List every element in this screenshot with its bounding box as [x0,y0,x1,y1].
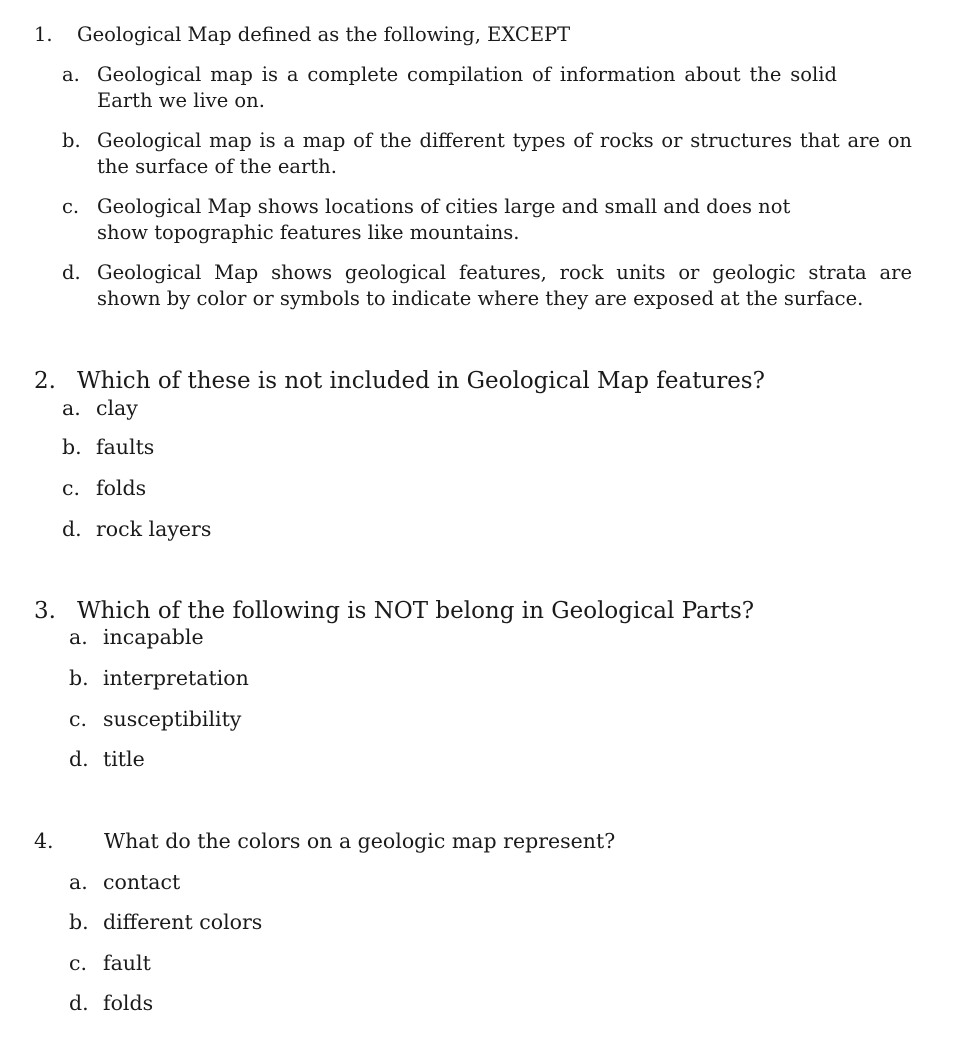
option-letter: c. [62,195,80,218]
option-letter: d. [69,747,89,771]
question-number: 4. [34,829,54,853]
option-letter: b. [62,129,81,152]
question-stem: What do the colors on a geologic map represent? [104,829,616,853]
option-letter: a. [62,396,81,420]
question-number: 1. [34,23,53,46]
option-letter: d. [62,517,82,541]
option-letter: c. [69,707,87,731]
option-letter: b. [69,910,89,934]
option-text: Geological map is a complete compilation of information about the solid Earth we live on. [97,63,837,112]
question-stem: Which of the following is NOT belong in Geological Parts? [77,598,755,624]
option-text: Geological Map shows geological features, rock units or geologic strata are shown by color or symbols to indicate where they are exposed at the surface. [97,261,912,310]
option-text: Geological Map shows locations of cities large and small and does not show topographic features like mountains. [97,195,791,244]
option-text: interpretation [103,666,249,690]
question-stem: Geological Map defined as the following, EXCEPT [77,23,571,46]
question-number: 3. [34,598,56,624]
option-text: different colors [103,910,263,934]
option-letter: b. [62,435,82,459]
option-text: contact [103,870,181,894]
option-text: title [103,747,145,771]
option-text: rock layers [96,517,212,541]
option-letter: b. [69,666,89,690]
option-text: Geological map is a map of the different types of rocks or structures that are on the surface of the earth. [97,129,912,178]
option-text: fault [103,951,151,975]
option-text: incapable [103,625,204,649]
option-letter: a. [62,63,80,86]
option-letter: a. [69,870,88,894]
question-number: 2. [34,368,56,394]
option-text: clay [96,396,138,420]
option-letter: d. [69,991,89,1015]
option-text: folds [103,991,154,1015]
question-stem: Which of these is not included in Geological Map features? [77,368,765,394]
option-letter: c. [69,951,87,975]
option-letter: a. [69,625,88,649]
option-text: faults [96,435,155,459]
option-text: susceptibility [103,707,242,731]
option-text: folds [96,476,147,500]
option-letter: d. [62,261,81,284]
option-letter: c. [62,476,80,500]
